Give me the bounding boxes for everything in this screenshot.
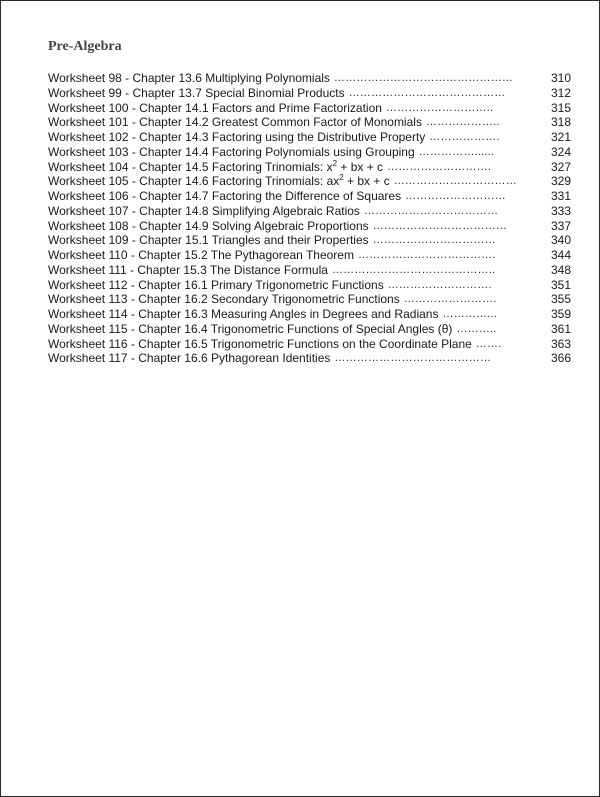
toc-leader-dots: ………………..: [425, 116, 500, 129]
toc-page-number: 333: [550, 203, 571, 218]
toc-entry: [48, 130, 571, 145]
toc-page-number: 310: [550, 71, 571, 85]
toc-leader-dots: …….: [475, 337, 502, 350]
superscript: 2: [332, 158, 338, 168]
toc-page-number: 318: [550, 115, 571, 130]
toc-entry: [48, 292, 571, 307]
section-heading: Pre-Algebra: [48, 39, 122, 54]
toc-entry-title: Worksheet 113 - Chapter 16.2 Secondary Trigonometric Functions: [48, 292, 400, 307]
toc-entry: [48, 189, 571, 204]
toc-entry-title: Worksheet 102 - Chapter 14.3 Factoring using the Distributive Property: [48, 130, 426, 144]
toc-entry: [48, 145, 571, 160]
toc-page-number: 331: [550, 189, 571, 203]
toc-entry: [48, 174, 571, 189]
toc-entry-title: Worksheet 103 - Chapter 14.4 Factoring Polynomials using Grouping: [48, 144, 415, 159]
toc-entry-title: Worksheet 116 - Chapter 16.5 Trigonometric Functions on the Coordinate Plane: [48, 336, 472, 351]
toc-entry: [48, 233, 571, 248]
toc-entry: [48, 248, 571, 263]
toc-entry-title: Worksheet 107 - Chapter 14.8 Simplifying Algebraic Ratios: [48, 203, 360, 218]
toc-leader-dots: ……………………….: [387, 278, 492, 291]
toc-entry: [48, 101, 571, 116]
toc-page-number: 312: [550, 85, 571, 100]
toc-leader-dots: …………...: [442, 308, 498, 320]
table-of-contents: [48, 71, 571, 366]
toc-page-number: 329: [550, 174, 571, 189]
toc-leader-dots: ………..: [456, 322, 497, 335]
toc-page-number: 351: [550, 277, 571, 292]
toc-page-number: 344: [550, 248, 571, 262]
toc-entry-title: Worksheet 115 - Chapter 16.4 Trigonometric Functions of Special Angles (θ): [48, 321, 453, 336]
toc-page-number: 340: [550, 233, 571, 248]
superscript: 2: [339, 173, 344, 183]
toc-leader-dots: ……………………………………: [334, 352, 492, 365]
toc-entry-title: Worksheet 98 - Chapter 13.6 Multiplying Polynomials: [48, 71, 330, 85]
toc-entry-title: Worksheet 112 - Chapter 16.1 Primary Trigonometric Functions: [48, 277, 384, 292]
toc-leader-dots: ……………......: [418, 145, 495, 158]
toc-leader-dots: ……………………………: [393, 175, 517, 188]
toc-page-number: 337: [550, 218, 571, 233]
toc-leader-dots: ………………………………: [363, 204, 499, 217]
toc-entry-title: Worksheet 99 - Chapter 13.7 Special Binomial Products: [48, 85, 345, 100]
toc-page-number: 324: [550, 144, 571, 159]
toc-leader-dots: ……………………………………..: [331, 263, 496, 276]
toc-entry: [48, 337, 571, 352]
toc-entry: [48, 86, 571, 101]
toc-page-number: 355: [550, 292, 571, 307]
toc-page-number: 327: [550, 159, 571, 174]
toc-page-number: 363: [550, 336, 571, 351]
toc-leader-dots: ……………….: [429, 131, 500, 143]
toc-leader-dots: ……………………………: [372, 234, 496, 247]
toc-entry-title: Worksheet 108 - Chapter 14.9 Solving Algebraic Proportions: [48, 218, 369, 233]
toc-leader-dots: ……………………….: [387, 160, 492, 173]
toc-entry-title: Worksheet 106 - Chapter 14.7 Factoring the Difference of Squares: [48, 189, 402, 203]
toc-entry-title: Worksheet 109 - Chapter 15.1 Triangles and their Properties: [48, 233, 369, 248]
toc-entry: [48, 160, 571, 175]
toc-page-number: 361: [550, 321, 571, 336]
toc-entry-title: Worksheet 101 - Chapter 14.2 Greatest Common Factor of Monomials: [48, 115, 422, 130]
toc-entry: [48, 219, 571, 234]
toc-leader-dots: ………………………………: [372, 219, 508, 232]
toc-entry-title: Worksheet 100 - Chapter 14.1 Factors and Prime Factorization: [48, 100, 382, 115]
toc-page-number: 321: [550, 130, 571, 144]
toc-entry: [48, 351, 571, 366]
toc-entry-title: Worksheet 105 - Chapter 14.6 Factoring Trinomials: $ax^2$ + bx + c: [48, 173, 390, 189]
toc-entry: [48, 204, 571, 219]
toc-leader-dots: ………………………: [405, 190, 506, 202]
toc-entry-title: Worksheet 117 - Chapter 16.6 Pythagorean Identities: [48, 351, 331, 366]
toc-page-number: 348: [550, 262, 571, 277]
toc-entry-title: Worksheet 104 - Chapter 14.5 Factoring Trinomials: $x^2$ + bx + c: [48, 158, 384, 174]
toc-leader-dots: ……………………………………: [348, 86, 506, 99]
toc-leader-dots: ………………………..: [385, 101, 494, 114]
toc-entry: [48, 322, 571, 337]
toc-entry-title: Worksheet 114 - Chapter 16.3 Measuring Angles in Degrees and Radians: [48, 307, 439, 321]
toc-page-number: 359: [550, 307, 571, 321]
toc-leader-dots: …………………………………………: [333, 72, 514, 84]
toc-entry: [48, 278, 571, 293]
toc-leader-dots: …………………….: [403, 293, 497, 306]
toc-entry: [48, 115, 571, 130]
toc-entry: [48, 71, 571, 86]
toc-entry-title: Worksheet 110 - Chapter 15.2 The Pythagorean Theorem: [48, 248, 354, 262]
toc-page-number: 366: [550, 351, 571, 366]
toc-leader-dots: ……………………………….: [357, 249, 496, 261]
toc-entry: [48, 263, 571, 278]
toc-page-number: 315: [550, 100, 571, 115]
toc-entry-title: Worksheet 111 - Chapter 15.3 The Distance Formula: [48, 262, 328, 277]
toc-entry: [48, 307, 571, 322]
